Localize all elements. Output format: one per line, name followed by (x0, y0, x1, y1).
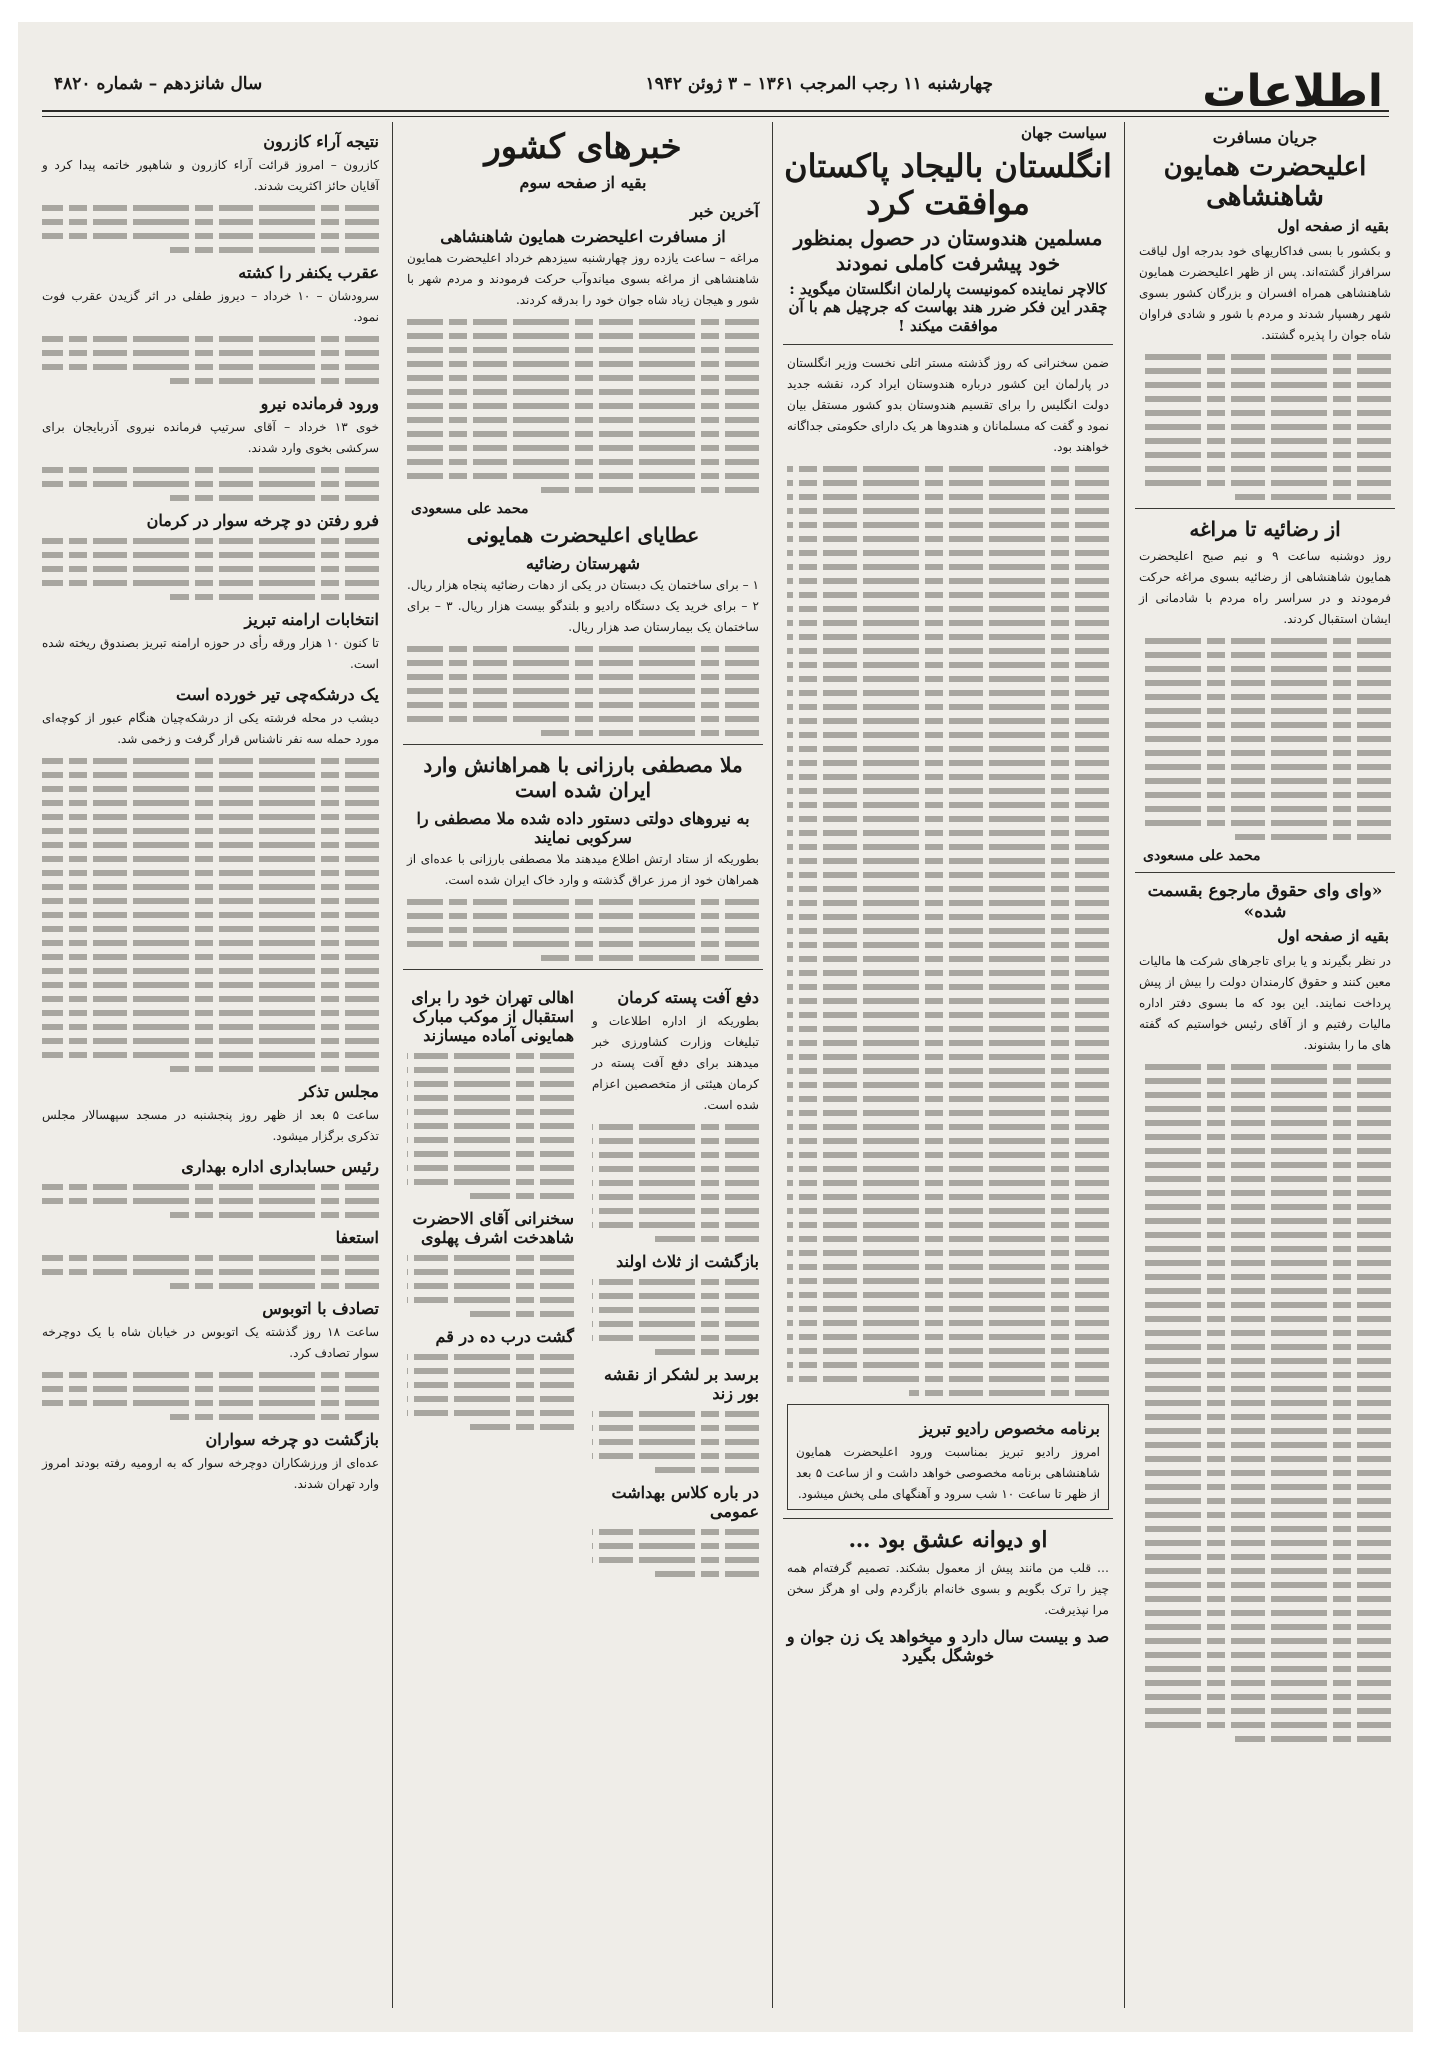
text-lines (407, 1255, 574, 1317)
text-lines (787, 466, 1109, 1396)
newspaper-page (18, 22, 1413, 2032)
section-heading: «وای وای حقوق مارجوع بقسمت شده» (1147, 880, 1383, 923)
text-lines (42, 336, 379, 384)
text-lines (42, 1184, 379, 1218)
rule (783, 1518, 1113, 1519)
text-lines (1139, 354, 1391, 500)
text-lines (407, 899, 759, 961)
section-heading: انتخابات ارامنه تبریز (244, 610, 379, 629)
masthead-rule (42, 110, 1389, 112)
story-text: سرودشان – ۱۰ خرداد – دیروز طفلی در اثر گزیدن عقرب فوت نمود. (42, 289, 380, 324)
story-text: مراغه – ساعت یازده روز چهارشنبه سیزدهم خرداد اعلیحضرت همایون شاهنشاهی از مراغه بسوی میاندوآب حرکت فرمودند و مردم شهر با شور و هیجان زیاد شاه جوان خود را بدرقه کردند. (407, 251, 759, 308)
section-heading: برسد بر لشکر از نقشه بور زند (603, 1365, 759, 1404)
continued-label: بقیه از صفحه اول (1277, 216, 1389, 235)
section-heading: آخرین خبر (690, 202, 759, 222)
masthead-dateline: چهارشنبه ۱۱ رجب المرجب ۱۳۶۱ – ۳ ژوئن ۱۹۴۲ (645, 74, 993, 94)
section-heading: تصادف با اتوبوس (262, 1299, 379, 1318)
story-text: بطوریکه از ستاد ارتش اطلاع میدهند ملا مصطفی بارزانی با عده‌ای از همراهان خود از مرز عراق گذشته و وارد خاک ایران شده است. (407, 852, 759, 888)
story-text: بطوریکه از اداره اطلاعات و تبلیغات وزارت کشاورزی خبر میدهند برای دفع آفت پسته در کرمان هیئتی از متخصصین اعزام شده است. (592, 1014, 759, 1113)
story-text: کازرون – امروز قرائت آراء کازرون و شاهپور خاتمه پیدا کرد و آقایان حائز اکثریت شدند. (42, 158, 379, 193)
signature: محمد علی مسعودی (411, 501, 529, 518)
story-text: خوی ۱۳ خرداد – آقای سرتیپ فرمانده نیروی آذربایجان برای سرکشی بخوی وارد شدند. (42, 420, 379, 455)
kicker: جریان مسافرت (1212, 128, 1318, 147)
text-lines (42, 467, 379, 501)
story-text: دیشب در محله فرشته یکی از درشکه‌چیان هنگام عبور از کوچه‌ای مورد حمله سه نفر ناشناس قرار گرفت و زخمی شد. (42, 711, 379, 746)
subheadline: مسلمین هندوستان در حصول بمنظور خود پیشرفت کاملی نمودند (793, 225, 1103, 275)
story-text: ضمن سخنرانی که روز گذشته مستر اتلی نخست وزیر انگلستان در پارلمان این کشور درباره هندوستان ایراد کرد، نقشه جدید دولت انگلیس را برای تقسیم هندوستان بدو کشور مستقل بیان نمود و گفت که مسلمانان و هندوها هر یک دارای حکومتی جداگانه خواهند بود. (787, 355, 1109, 454)
section-heading: فرو رفتن دو چرخه سوار در کرمان (146, 511, 379, 530)
story-text: … قلب من مانند پیش از معمول بشکند. تصمیم گرفته‌ام همه چیز را ترک بگویم و بسوی خانه‌ام بازگردم ولی او هرگز سخن مرا نپذیرفت. (787, 1561, 1109, 1618)
radio-program-box (787, 1404, 1109, 1510)
column-1 (1135, 122, 1395, 2012)
text-lines (592, 1124, 759, 1242)
story-text: ساعت ۵ بعد از ظهر روز پنجشنبه در مسجد سپهسالار مجلس تذکری برگزار میشود. (42, 1108, 380, 1143)
text-lines (592, 1279, 759, 1355)
subheadline: از مسافرت اعلیحضرت همایون شاهنشاهی (440, 227, 726, 247)
text-lines (1139, 638, 1391, 840)
section-heading: او دیوانه عشق بود … (848, 1526, 1048, 1553)
headline: خبرهای کشور (484, 127, 682, 167)
section-heading: یک درشکه‌چی تیر خورده است (175, 685, 379, 704)
column-divider (772, 122, 773, 2008)
story-text: ساعت ۱۸ روز گذشته یک اتوبوس در خیابان شاه با یک دوچرخه سوار تصادف کرد. (42, 1325, 379, 1360)
kicker: سیاست جهان (1021, 124, 1107, 142)
text-lines (407, 646, 759, 736)
tagline: صد و بیست سال دارد و میخواهد یک زن جوان و خوشگل بگیرد (786, 1627, 1110, 1666)
rule (783, 344, 1113, 345)
section-heading: عطایای اعلیحضرت همایونی (466, 523, 700, 548)
subheadline: کالاچر نماینده کمونیست پارلمان انگلستان میگوید : چقدر این فکر ضرر هند بهاست که جرچیل هم با آن موافقت میکند ! (788, 279, 1108, 336)
story-text: امروز رادیو تبریز بمناسبت ورود اعلیحضرت همایون شاهنشاهی برنامه مخصوصی خواهد داشت و از ساعت ۵ بعد از ظهر تا ساعت ۱۰ شب سرود و آهنگهای ملی پخش میشود. (796, 1444, 1100, 1501)
story-text: در نظر بگیرند و یا برای تاجرهای شرکت ها مالیات معین کنند و حقوق کارمندان دولت را بیش از پیش پرداخت نمایند. این بود که ما بسوی دفتر اداره مالیات رفتیم و از آقای رئیس خواستیم که گفته های ما را بشنوند. (1139, 954, 1391, 1053)
text-lines (42, 205, 379, 253)
column-3 (403, 122, 763, 2012)
section-heading: اهالی تهران خود را برای استقبال از موکب مبارک همایونی آماده میسازند (411, 988, 574, 1046)
section-heading: رئیس حسابداری اداره بهداری (181, 1157, 379, 1176)
text-lines (1139, 1064, 1391, 1742)
sub-columns (403, 978, 763, 1585)
text-lines (42, 1255, 379, 1289)
text-lines (592, 1529, 759, 1577)
section-heading: مجلس تذکر (299, 1082, 379, 1101)
section-heading: ملا مصطفی بارزانی با همراهانش وارد ایران شده است (423, 753, 743, 803)
column-4 (38, 122, 383, 2012)
headline: انگلستان بالیجاد پاکستان موافقت کرد (784, 147, 1112, 222)
rule (1135, 872, 1395, 873)
text-lines (592, 1411, 759, 1473)
rule (403, 744, 763, 745)
headline: اعلیحضرت همایون شاهنشاهی (1163, 152, 1367, 212)
signature: محمد علی مسعودی (1143, 847, 1261, 864)
section-heading: عقرب یکنفر را کشته (238, 263, 379, 282)
section-heading: از رضائیه تا مراغه (1189, 516, 1341, 541)
column-divider (1124, 122, 1125, 2008)
text-lines (42, 538, 379, 600)
section-heading: دفع آفت پسته کرمان (617, 988, 759, 1008)
masthead-logo: اطلاعات (1202, 66, 1383, 117)
section-heading: برنامه مخصوص رادیو تبریز (919, 1418, 1100, 1438)
section-heading: بازگشت از ثلاث اولند (616, 1252, 759, 1272)
section-heading: در باره کلاس بهداشت عمومی (611, 1483, 759, 1522)
masthead-year-issue: سال شانزدهم – شماره ۴۸۲۰ (54, 74, 263, 94)
rule (403, 969, 763, 970)
sub-column-left (403, 978, 578, 1585)
text-lines (407, 1354, 574, 1430)
section-heading: بازگشت دو چرخه سواران (205, 1430, 379, 1449)
section-heading: نتیجه آراء کازرون (263, 132, 379, 151)
sub-column-right (588, 978, 763, 1585)
story-text: ۱ – برای ساختمان یک دبستان در یکی از دهات رضائیه پنجاه هزار ریال. ۲ – برای خرید یک دستگاه رادیو و بلندگو بیست هزار ریال. ۳ – برای ساختمان یک بیمارستان صد هزار ریال. (407, 578, 759, 635)
masthead-rule-thin (42, 116, 1389, 117)
text-lines (42, 758, 379, 1072)
section-heading: ورود فرمانده نیرو (260, 394, 379, 413)
section-heading: گشت درب ده در قم (435, 1327, 574, 1347)
text-lines (407, 319, 759, 493)
column-divider (392, 122, 393, 2008)
rule (1135, 508, 1395, 509)
subheadline: به نیروهای دولتی دستور داده شده ملا مصطفی را سرکوبی نمایند (416, 809, 750, 848)
story-text: عده‌ای از ورزشکاران دوچرخه سوار که به ارومیه رفته بودند امروز وارد تهران شدند. (42, 1456, 379, 1491)
section-heading: سخنرانی آقای الاحضرت شاهدخت اشرف پهلوی (412, 1209, 574, 1248)
story-text: روز دوشنبه ساعت ۹ و نیم صبح اعلیحضرت همایون شاهنشاهی از رضائیه بسوی مراغه حرکت فرمودند و در سراسر راه مردم با شادمانی از ایشان استقبال کردند. (1139, 548, 1392, 626)
continued-label: بقیه از صفحه اول (1277, 927, 1389, 946)
section-heading: استعفا (335, 1228, 379, 1247)
subheadline: شهرستان رضائیه (525, 554, 641, 574)
column-2 (783, 122, 1113, 2012)
story-text: تا کنون ۱۰ هزار ورقه رأی در حوزه ارامنه تبریز بصندوق ریخته شده است. (42, 636, 379, 671)
text-lines (407, 1053, 574, 1199)
continued-label: بقیه از صفحه سوم (519, 173, 647, 193)
story-text: و بکشور با بسی فداکاریهای خود بدرجه اول لیاقت سرافراز گشته‌اند. پس از ظهر اعلیحضرت همایون شاهنشاهی همراه افسران و بزرگان کشور بسوی شهر رهسپار شدند و مردم با شور و شادی فراوان شاه جوان را پذیره گشتند. (1139, 243, 1391, 342)
text-lines (42, 1372, 379, 1420)
